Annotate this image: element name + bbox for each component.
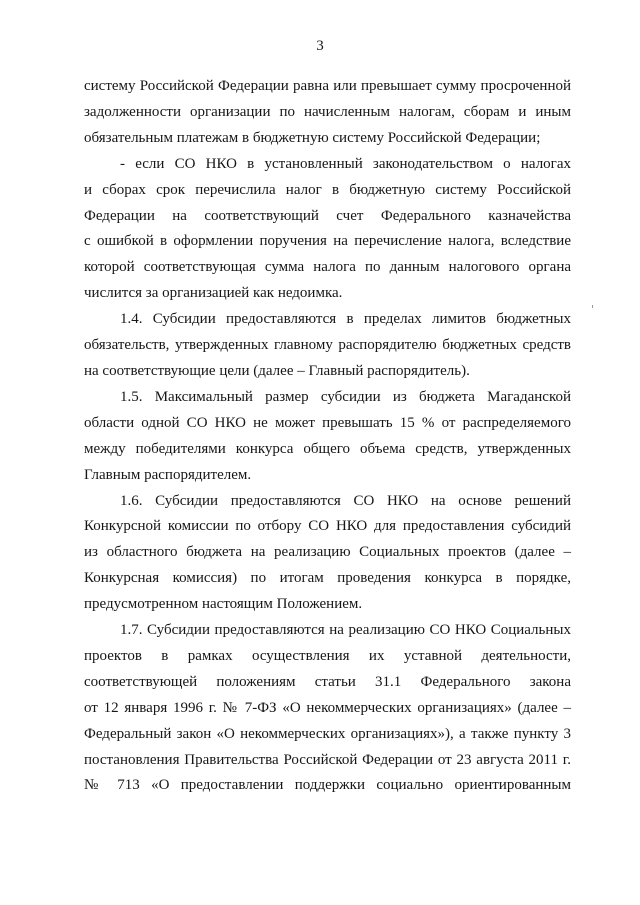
text-line: задолженности организации по начисленным налогам, сборам и иным [84, 103, 571, 120]
paragraph-1-5 [84, 385, 571, 489]
text-line: - если СО НКО в установленный законодательством о налогах [120, 155, 571, 172]
paragraph-1-4 [84, 307, 571, 385]
text-line: Конкурсной комиссии по отбору СО НКО для предоставления субсидий [84, 518, 571, 535]
scan-mark [592, 305, 593, 308]
paragraph-1-6 [84, 489, 571, 619]
text-line: предусмотренном настоящим Положением. [84, 596, 363, 613]
document-body [84, 74, 571, 799]
text-line: обязательств, утвержденных главному распорядителю бюджетных средств [84, 337, 571, 354]
text-line: числится за организацией как недоимка. [84, 285, 343, 302]
text-line: из областного бюджета на реализацию Социальных проектов (далее – [84, 544, 571, 561]
text-line: Главным распорядителем. [84, 466, 252, 483]
text-line: с ошибкой в оформлении поручения на перечисление налога, вследствие [84, 233, 571, 250]
text-line: соответствующей положениям статьи 31.1 Федерального закона [84, 673, 571, 690]
text-line: 1.4. Субсидии предоставляются в пределах лимитов бюджетных [120, 311, 571, 328]
text-line: между победителями конкурса общего объема средств, утвержденных [84, 440, 571, 457]
text-line: от 12 января 1996 г. № 7-ФЗ «О некоммерческих организациях» (далее – [84, 699, 571, 716]
text-line: на соответствующие цели (далее – Главный распорядитель). [84, 362, 470, 379]
paragraph-1-7 [84, 618, 571, 799]
text-line: 1.7. Субсидии предоставляются на реализацию СО НКО Социальных [120, 622, 571, 639]
page-number: 3 [316, 38, 324, 54]
paragraph-continuation [84, 74, 571, 152]
text-line: которой соответствующая сумма налога по данным налогового органа [84, 259, 571, 276]
text-line: и сборах срок перечислила налог в бюджетную систему Российской [84, 181, 571, 198]
text-line: обязательным платежам в бюджетную систему Российской Федерации; [84, 129, 541, 146]
text-line: Конкурсная комиссия) по итогам проведения конкурса в порядке, [84, 570, 571, 587]
text-line: 1.5. Максимальный размер субсидии из бюджета Магаданской [120, 388, 571, 405]
text-line: области одной СО НКО не может превышать 15 % от распределяемого [84, 414, 571, 431]
text-line: 1.6. Субсидии предоставляются СО НКО на основе решений [120, 492, 571, 509]
paragraph-bullet-item [84, 152, 571, 307]
text-line: постановления Правительства Российской Федерации от 23 августа 2011 г. [84, 751, 571, 768]
text-line: систему Российской Федерации равна или превышает сумму просроченной [84, 78, 571, 94]
text-line: Федерации на соответствующий счет Федерального казначейства [84, 207, 571, 224]
text-line: № 713 «О предоставлении поддержки социально ориентированным [84, 777, 571, 794]
text-line: Федеральный закон «О некоммерческих организациях»), а также пункту 3 [84, 725, 571, 742]
text-line: проектов в рамках осуществления их уставной деятельности, [84, 647, 571, 664]
